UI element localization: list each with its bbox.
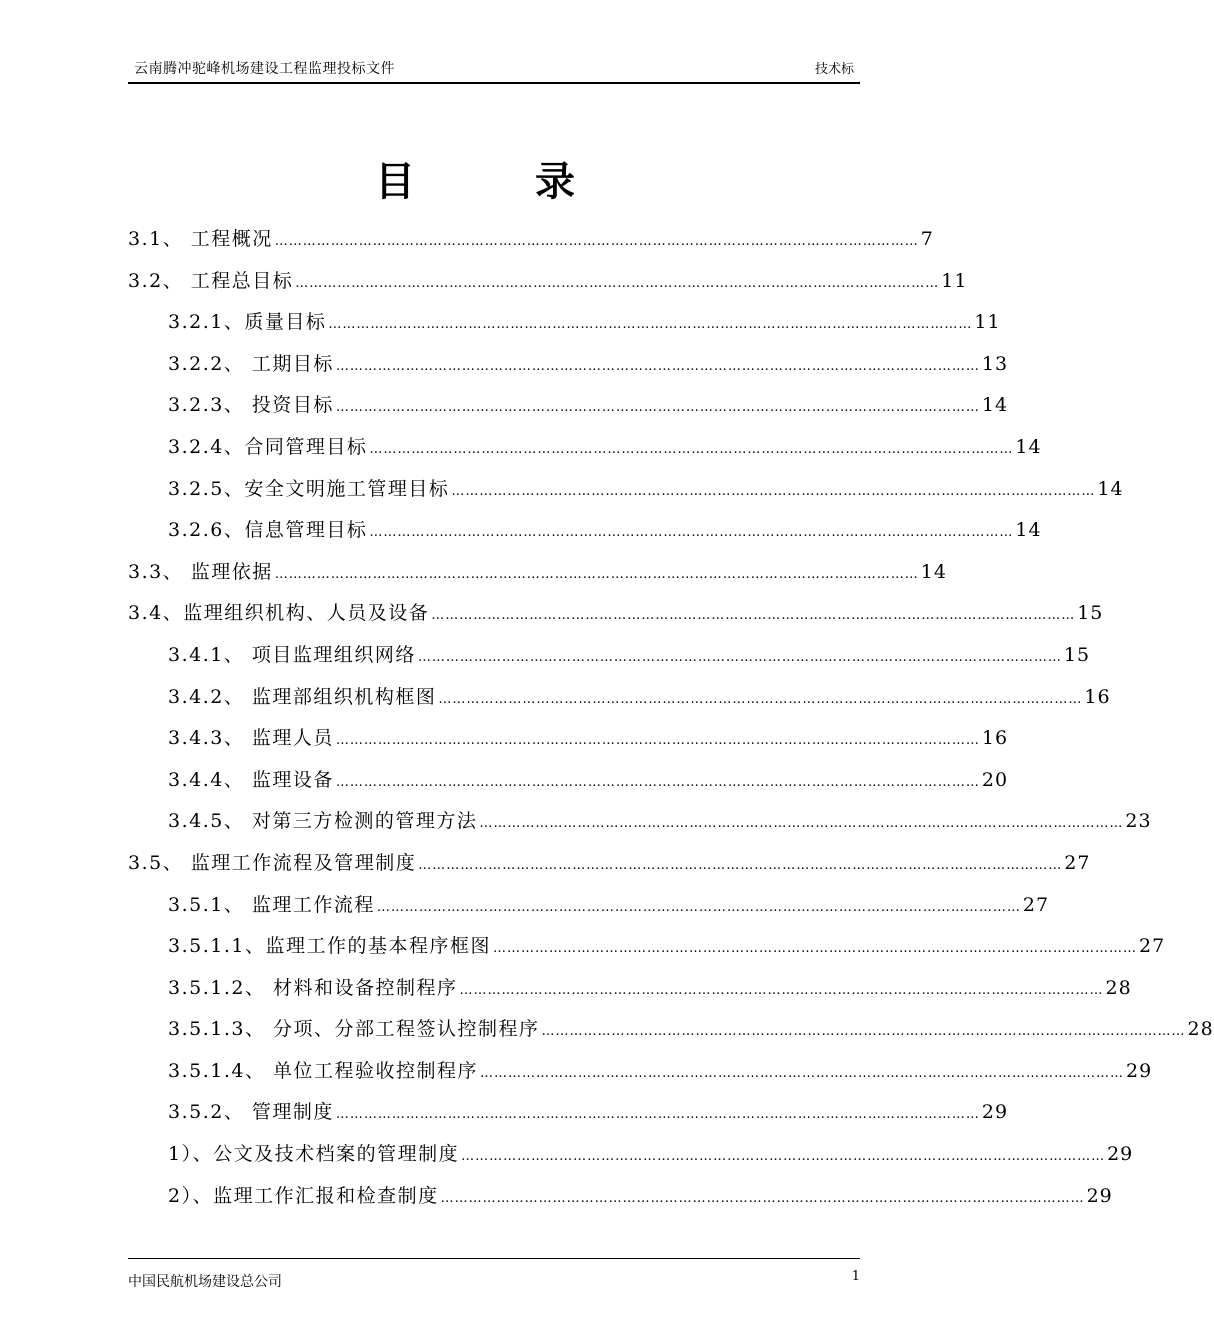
toc-dot-leader: …………………………………………………………………………………………………………………………	[274, 234, 919, 249]
toc-entry[interactable]	[128, 888, 1050, 930]
toc-dot-leader: …………………………………………………………………………………………………………………………	[459, 982, 1104, 998]
toc-entry[interactable]	[128, 638, 1091, 680]
toc-entry-label: 3.2.5、安全文明施工管理目标	[168, 477, 450, 500]
page-header	[128, 56, 860, 84]
toc-entry-page: 7	[920, 228, 934, 250]
toc-dot-leader: …………………………………………………………………………………………………………………………	[328, 317, 973, 333]
toc-dot-leader: …………………………………………………………………………………………………………………………	[492, 941, 1137, 957]
toc-entry-label: 3.4.2、 监理部组织机构框图	[168, 685, 437, 708]
toc-entry-page: 11	[941, 269, 968, 292]
toc-entry[interactable]	[128, 1095, 1009, 1137]
toc-entry-label: 3.4.1、 项目监理组织网络	[168, 643, 416, 666]
toc-entry[interactable]	[128, 929, 1166, 971]
toc-entry-label: 3.5、 监理工作流程及管理制度	[128, 851, 417, 874]
toc-entry-label: 3.4.3、 监理人员	[168, 727, 334, 750]
toc-dot-leader: …………………………………………………………………………………………………………………………	[376, 899, 1021, 915]
table-of-contents	[128, 222, 1214, 1220]
toc-dot-leader: …………………………………………………………………………………………………………………………	[418, 857, 1063, 873]
toc-dot-leader: …………………………………………………………………………………………………………………………	[335, 733, 980, 749]
toc-entry[interactable]	[128, 222, 934, 264]
page-footer	[128, 1258, 860, 1290]
toc-entry-label: 3.2.6、信息管理目标	[168, 519, 368, 542]
toc-entry-page: 28	[1187, 1018, 1214, 1041]
toc-entry[interactable]	[128, 804, 1152, 846]
toc-entry-label: 3.4.4、 监理设备	[168, 768, 334, 791]
toc-entry[interactable]	[128, 388, 1009, 430]
toc-entry[interactable]	[128, 1054, 1153, 1096]
toc-dot-leader: …………………………………………………………………………………………………………………………	[369, 441, 1014, 457]
toc-entry-label: 3.5.1.4、 单位工程验收控制程序	[168, 1059, 479, 1082]
toc-entry-page: 15	[1077, 602, 1104, 625]
toc-entry-page: 15	[1063, 643, 1091, 666]
toc-entry[interactable]	[128, 264, 968, 306]
toc-entry[interactable]	[128, 472, 1124, 514]
toc-entry-label: 3.1、 工程概况	[128, 228, 273, 250]
toc-entry-page: 29	[1126, 1059, 1153, 1082]
toc-entry-page: 29	[1107, 1143, 1134, 1166]
toc-entry-label: 3.4.5、 对第三方检测的管理方法	[168, 810, 478, 833]
toc-dot-leader: …………………………………………………………………………………………………………………………	[438, 691, 1083, 707]
title-char-2: 录	[535, 159, 575, 205]
toc-entry-label: 3.2.2、 工期目标	[168, 352, 334, 375]
toc-entry-label: 3.2.3、 投资目标	[168, 394, 334, 417]
toc-entry[interactable]	[128, 513, 1042, 555]
toc-entry-label: 3.5.1.2、 材料和设备控制程序	[168, 976, 458, 999]
page-title	[0, 150, 950, 207]
toc-entry-label: 3.3、 监理依据	[128, 560, 273, 583]
toc-dot-leader: …………………………………………………………………………………………………………………………	[440, 1190, 1085, 1206]
toc-dot-leader: …………………………………………………………………………………………………………………………	[335, 774, 980, 790]
toc-entry-label: 1）、公文及技术档案的管理制度	[168, 1143, 460, 1166]
toc-entry[interactable]	[128, 347, 1009, 389]
toc-dot-leader: …………………………………………………………………………………………………………………………	[461, 1149, 1106, 1165]
toc-entry-page: 27	[1138, 935, 1166, 958]
toc-entry[interactable]	[128, 1137, 1134, 1179]
toc-entry[interactable]	[128, 430, 1042, 472]
toc-entry-label: 3.4、监理组织机构、人员及设备	[128, 602, 430, 625]
toc-entry[interactable]	[128, 846, 1091, 888]
toc-entry-page: 14	[920, 560, 947, 583]
toc-entry[interactable]	[128, 555, 947, 597]
toc-entry-label: 3.2.4、合同管理目标	[168, 435, 368, 458]
toc-entry[interactable]	[128, 1012, 1214, 1054]
toc-dot-leader: …………………………………………………………………………………………………………………………	[295, 275, 940, 291]
footer-page-number: 1	[851, 1269, 860, 1284]
toc-dot-leader: …………………………………………………………………………………………………………………………	[369, 525, 1014, 541]
toc-entry-label: 3.5.2、 管理制度	[168, 1101, 334, 1124]
toc-entry-label: 3.2、 工程总目标	[128, 269, 294, 292]
toc-entry-page: 14	[1097, 477, 1124, 500]
toc-entry[interactable]	[128, 721, 1009, 763]
toc-dot-leader: …………………………………………………………………………………………………………………………	[335, 358, 980, 374]
toc-dot-leader: …………………………………………………………………………………………………………………………	[335, 1107, 980, 1123]
title-char-1: 目	[375, 159, 415, 205]
toc-entry-label: 3.5.1.1、监理工作的基本程序框图	[168, 935, 491, 958]
toc-entry[interactable]	[128, 596, 1104, 638]
toc-dot-leader: …………………………………………………………………………………………………………………………	[274, 566, 919, 582]
toc-entry-page: 29	[1086, 1184, 1113, 1207]
toc-entry-page: 13	[981, 352, 1009, 375]
toc-entry-page: 20	[981, 768, 1009, 791]
toc-entry-page: 11	[974, 311, 1001, 334]
toc-dot-leader: …………………………………………………………………………………………………………………………	[451, 483, 1096, 499]
toc-entry-label: 3.2.1、质量目标	[168, 311, 327, 334]
toc-entry-page: 27	[1022, 893, 1050, 916]
toc-entry[interactable]	[128, 305, 1001, 347]
toc-dot-leader: …………………………………………………………………………………………………………………………	[541, 1024, 1186, 1040]
toc-entry-page: 27	[1064, 851, 1091, 874]
toc-entry-page: 28	[1105, 976, 1132, 999]
toc-dot-leader: …………………………………………………………………………………………………………………………	[335, 400, 980, 416]
toc-dot-leader: …………………………………………………………………………………………………………………………	[417, 649, 1062, 665]
toc-entry[interactable]	[128, 680, 1111, 722]
toc-entry[interactable]	[128, 971, 1132, 1013]
toc-entry[interactable]	[128, 763, 1009, 805]
toc-entry-label: 3.5.1、 监理工作流程	[168, 893, 375, 916]
toc-entry-label: 3.5.1.3、 分项、分部工程签认控制程序	[168, 1018, 540, 1041]
toc-entry-page: 14	[1015, 435, 1042, 458]
toc-entry-label: 2）、监理工作汇报和检查制度	[168, 1184, 439, 1207]
toc-dot-leader: …………………………………………………………………………………………………………………………	[480, 1065, 1125, 1081]
toc-entry-page: 23	[1125, 810, 1152, 833]
toc-dot-leader: …………………………………………………………………………………………………………………………	[431, 608, 1076, 624]
toc-dot-leader: …………………………………………………………………………………………………………………………	[479, 816, 1124, 832]
header-section-label: 技术标	[814, 62, 854, 77]
footer-company-name: 中国民航机场建设总公司	[128, 1274, 282, 1290]
toc-entry-page: 16	[981, 727, 1009, 750]
header-document-title: 云南腾冲驼峰机场建设工程监理投标文件	[134, 61, 395, 77]
toc-entry[interactable]	[128, 1179, 1113, 1221]
toc-entry-page: 14	[981, 394, 1009, 417]
toc-entry-page: 14	[1015, 519, 1042, 542]
toc-entry-page: 29	[981, 1101, 1009, 1124]
toc-entry-page: 16	[1084, 685, 1111, 708]
